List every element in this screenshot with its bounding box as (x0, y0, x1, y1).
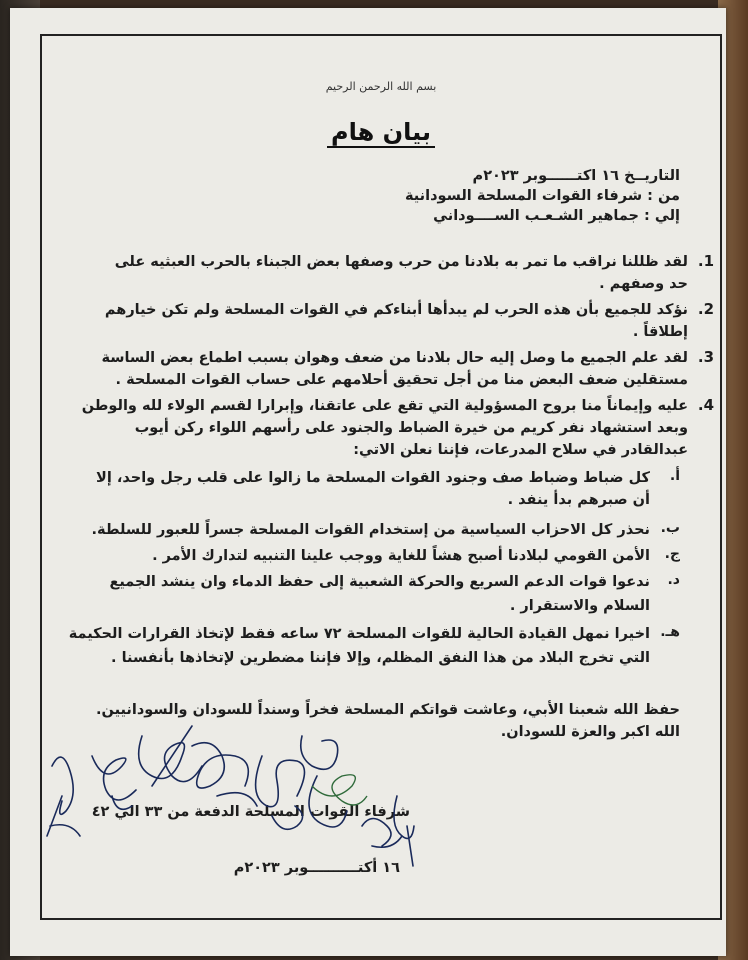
closing-line: الله اكبر والعزة للسودان. (500, 724, 680, 740)
document-frame (40, 34, 722, 920)
signature-stroke (301, 736, 347, 827)
item-line: إطلاقاً . (632, 324, 688, 340)
item-number: 1. (697, 252, 714, 270)
subitem-line: التي تخرج البلاد من هذا النفق المظلم، وإلا فإننا مضطرين لإتخاذها بأنفسنا . (111, 650, 650, 666)
subitem-line: الأمن القومي لبلادنا أصبح هشاً للغاية ووجب علينا التنبيه لتدارك الأمر . (152, 548, 650, 564)
subitem-line: السلام والاستقرار . (509, 598, 650, 614)
signature-block: شرفاء القوات المسلحة الدفعة من ٣٣ الي ٤٢ (91, 804, 410, 820)
header-from: من : شرفاء القوات المسلحة السودانية (404, 188, 680, 204)
subitem-line: أن صبرهم بدأ ينفد . (507, 492, 650, 508)
signature-stroke (256, 756, 305, 829)
subitem-line: ندعوا قوات الدعم السريع والحركة الشعبية إلى حفظ الدماء وان ينشد الجميع (109, 574, 650, 590)
item-number: 2. (697, 300, 714, 318)
header-to: إلي : جماهير الشـعـب الســــوداني (433, 208, 680, 224)
item-line: مستقلين ضعف البعض منا من أجل تحقيق أحلامهم على حساب القوات المسلحة . (115, 372, 688, 388)
item-line: لقد ظللنا نراقب ما تمر به بلادنا من حرب وصفها بعض الجبناء بالحرب العبثيه على (114, 254, 688, 270)
signature-date: ١٦ أكتــــــــــوبر ٢٠٢٣م (233, 860, 400, 876)
subitem-letter: هـ. (660, 624, 680, 640)
signature-stroke (394, 796, 414, 866)
subitem-letter: أ. (669, 468, 680, 484)
subitem-line: كل ضباط وضباط صف وجنود القوات المسلحة ما زالوا على قلب رجل واحد، إلا (96, 470, 650, 486)
subitem-letter: ج. (664, 546, 680, 562)
subitem-line: اخيرا نمهل القيادة الحالية للقوات المسلحة ٧٢ ساعه فقط لإتخاذ القرارات الحكيمة (68, 626, 650, 642)
basmala: بسم الله الرحمن الرحيم (325, 80, 437, 93)
item-line: عليه وإيماناً منا بروح المسؤولية التي تقع على عاتقنا، وإبرارا لقسم الولاء لله والوطن (81, 398, 688, 414)
item-line: نؤكد للجميع بأن هذه الحرب لم يبدأها أبناءكم في القوات المسلحة ولم تكن خيارهم (104, 302, 688, 318)
header-date: التاريــخ ١٦ اكتــــــوبر ٢٠٢٣م (472, 168, 680, 184)
handwritten-signatures (42, 36, 720, 918)
item-number: 4. (697, 396, 714, 414)
item-line: وبعد استشهاد نفر كريم من خيرة الضباط والجنود على رأسهم اللواء ركن أيوب (134, 420, 688, 436)
signature-stroke (192, 743, 257, 806)
title-text: بيان هام (327, 118, 435, 148)
paper-sheet (10, 8, 726, 956)
signature-stroke (92, 756, 136, 809)
signature-stroke (362, 819, 402, 848)
item-line: عبدالقادر في سلاح المدرعات، فإننا نعلن الاتي: (353, 442, 688, 458)
signature-stroke (312, 775, 367, 805)
item-number: 3. (697, 348, 714, 366)
item-line: لقد علم الجميع ما وصل إليه حال بلادنا من ضعف وهوان بسبب اطماع بعض الساسة (101, 350, 688, 366)
subitem-letter: د. (667, 572, 680, 588)
signature-stroke (139, 726, 202, 786)
subitem-line: نحذر كل الاحزاب السياسية من إستخدام القوات المسلحة جسراً للعبور للسلطة. (91, 522, 650, 538)
closing-line: حفظ الله شعبنا الأبي، وعاشت قواتكم المسلحة فخراً وسنداً للسودان والسودانيين. (96, 702, 680, 718)
subitem-letter: ب. (660, 520, 680, 536)
item-line: حد وصفهم . (599, 276, 688, 292)
signature-stroke (47, 757, 80, 836)
